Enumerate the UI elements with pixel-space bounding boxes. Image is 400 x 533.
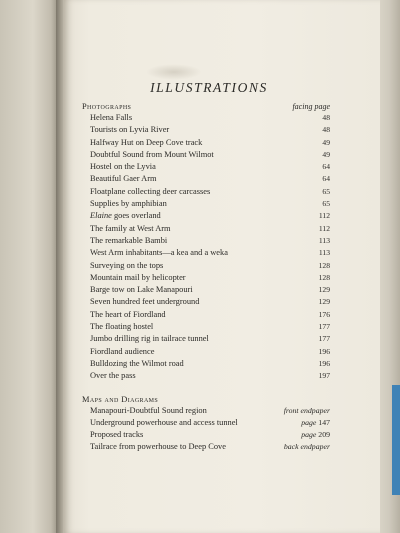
item-title: Helena Falls bbox=[90, 113, 133, 122]
item-title: Halfway Hut on Deep Cove track bbox=[90, 137, 203, 147]
list-item bbox=[82, 406, 330, 418]
page-smudge bbox=[146, 64, 202, 80]
item-page: 65 bbox=[322, 199, 330, 209]
item-title: Underground powerhouse and access tunnel bbox=[90, 417, 238, 427]
list-item bbox=[82, 187, 330, 199]
item-page: 113 bbox=[318, 235, 330, 245]
item-page bbox=[301, 418, 330, 427]
list-item bbox=[82, 138, 330, 150]
item-title: Barge tow on Lake Manapouri bbox=[90, 285, 193, 295]
item-title: Tailrace from powerhouse to Deep Cove bbox=[90, 442, 226, 452]
item-title: Seven hundred feet underground bbox=[90, 297, 200, 307]
list-item bbox=[82, 371, 330, 383]
item-page-label: front endpaper bbox=[283, 405, 330, 415]
item-page: 65 bbox=[322, 186, 330, 196]
item-page bbox=[301, 430, 330, 439]
item-title bbox=[90, 211, 161, 220]
item-title: Manapouri-Doubtful Sound region bbox=[90, 405, 207, 415]
list-item bbox=[82, 322, 330, 334]
list-item bbox=[82, 199, 330, 211]
list-item bbox=[82, 334, 330, 346]
item-title: West Arm inhabitants—a kea and a weka bbox=[90, 248, 228, 258]
list-item bbox=[82, 236, 330, 248]
item-title: Proposed tracks bbox=[90, 430, 144, 440]
facing-page-label: facing page bbox=[292, 102, 330, 111]
item-title: Surveying on the tops bbox=[90, 260, 164, 270]
item-title: Mountain mail by helicopter bbox=[90, 272, 186, 282]
item-title: Doubtful Sound from Mount Wilmot bbox=[90, 149, 214, 159]
item-page-num: 147 bbox=[318, 417, 330, 427]
list-item bbox=[82, 248, 330, 260]
photographs-header bbox=[82, 102, 330, 113]
section-gap bbox=[82, 384, 330, 395]
item-page: 196 bbox=[318, 346, 330, 356]
list-item bbox=[82, 310, 330, 322]
photographs-list bbox=[82, 113, 330, 384]
item-title: Tourists on Lyvia River bbox=[90, 125, 170, 135]
list-item bbox=[82, 211, 330, 223]
item-title: The family at West Arm bbox=[90, 223, 171, 233]
list-item bbox=[82, 125, 330, 137]
item-page bbox=[284, 406, 330, 415]
illustrations-list bbox=[82, 80, 330, 455]
list-item bbox=[82, 162, 330, 174]
item-title-italic: Elaine bbox=[90, 211, 112, 221]
item-page: 48 bbox=[322, 113, 330, 122]
item-page: 112 bbox=[318, 211, 330, 221]
list-item bbox=[82, 297, 330, 309]
page-title: ILLUSTRATIONS bbox=[150, 80, 268, 95]
item-title: Supplies by amphibian bbox=[90, 199, 167, 209]
maps-list bbox=[82, 406, 330, 455]
item-title: Bulldozing the Wilmot road bbox=[90, 358, 184, 368]
item-title: The floating hostel bbox=[90, 322, 154, 332]
list-item bbox=[82, 442, 330, 454]
item-page: 129 bbox=[318, 285, 330, 295]
item-page: 196 bbox=[318, 358, 330, 368]
list-item bbox=[82, 150, 330, 162]
item-title: The heart of Fiordland bbox=[90, 309, 166, 319]
item-title: Over the pass bbox=[90, 371, 136, 381]
list-item bbox=[82, 261, 330, 273]
list-item bbox=[82, 273, 330, 285]
list-item bbox=[82, 347, 330, 359]
item-page bbox=[284, 442, 330, 451]
item-page: 177 bbox=[318, 322, 330, 332]
item-title: The remarkable Bambi bbox=[90, 235, 168, 245]
list-item bbox=[82, 418, 330, 430]
item-page: 112 bbox=[318, 223, 330, 233]
item-title-rest: goes overland bbox=[111, 211, 161, 221]
item-page: 128 bbox=[318, 272, 330, 282]
item-page: 129 bbox=[318, 297, 330, 307]
item-page-label: page bbox=[301, 417, 319, 427]
list-item bbox=[82, 359, 330, 371]
item-page: 197 bbox=[318, 371, 330, 381]
item-title: Floatplane collecting deer carcasses bbox=[90, 186, 211, 196]
list-item bbox=[82, 430, 330, 442]
item-title: Beautiful Gaer Arm bbox=[90, 174, 157, 184]
item-title: Hostel on the Lyvia bbox=[90, 162, 156, 172]
item-title: Jumbo drilling rig in tailrace tunnel bbox=[90, 334, 209, 344]
item-page: 64 bbox=[322, 174, 330, 184]
item-page: 128 bbox=[318, 260, 330, 270]
item-title: Fiordland audience bbox=[90, 346, 155, 356]
item-page: 113 bbox=[318, 248, 330, 258]
item-page: 176 bbox=[318, 309, 330, 319]
list-item bbox=[82, 285, 330, 297]
maps-header bbox=[82, 395, 330, 406]
cover-edge-blue bbox=[392, 385, 400, 495]
list-item bbox=[82, 174, 330, 186]
item-page: 64 bbox=[322, 162, 330, 172]
item-page: 49 bbox=[322, 149, 330, 159]
item-page-label: back endpaper bbox=[283, 442, 330, 452]
item-page-num: 209 bbox=[318, 430, 330, 440]
item-page-label: page bbox=[301, 430, 319, 440]
list-item bbox=[82, 113, 330, 125]
maps-heading: Maps and Diagrams bbox=[82, 394, 159, 404]
item-page: 48 bbox=[322, 125, 330, 135]
left-page-edge bbox=[0, 0, 60, 533]
item-page: 177 bbox=[318, 334, 330, 344]
item-page: 49 bbox=[322, 137, 330, 147]
list-item bbox=[82, 224, 330, 236]
photographs-heading: Photographs bbox=[82, 102, 132, 111]
